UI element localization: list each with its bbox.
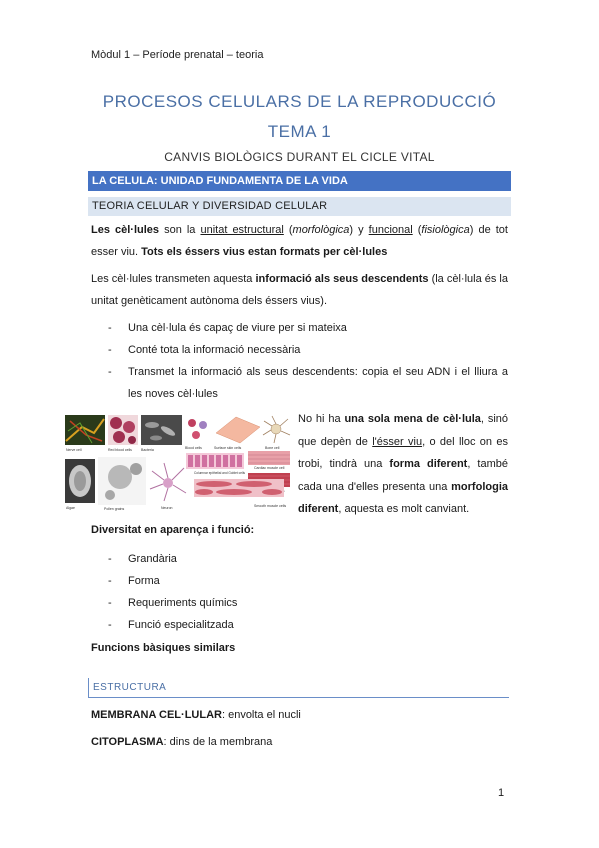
- label-surface: Surface skin cells: [214, 446, 242, 450]
- term-physiological: fisiològica: [421, 224, 470, 236]
- algae-icon: [65, 459, 95, 510]
- topic-number: TEMA 1: [267, 122, 332, 141]
- term-structural: unitat estructural: [200, 224, 284, 236]
- page-number: 1: [498, 787, 505, 799]
- section-heading-cell: LA CELULA: UNIDAD FUNDAMENTA DE LA VIDA: [88, 171, 511, 191]
- list-item: - Requeriments químics: [108, 592, 508, 614]
- term-different-morphology: morfologia diferent: [298, 480, 508, 515]
- statement-all-beings: Tots els éssers vius estan formats per cèl·lules: [141, 246, 388, 258]
- term-living-being: l'ésser viu: [372, 435, 423, 448]
- cell-properties-list: [108, 317, 508, 405]
- term-functional: funcional: [368, 224, 413, 236]
- term-single-type: una sola mena de cèl·lula: [344, 413, 481, 425]
- membrane-line: [91, 709, 301, 721]
- label-bacteria: Bacteria: [141, 448, 154, 452]
- document-title: PROCESOS CELULARS DE LA REPRODUCCIÓ: [102, 92, 497, 111]
- functions-heading: Funcions bàsiques similars: [91, 642, 236, 654]
- pollen-icon: [98, 457, 146, 511]
- label-smooth: Smooth muscle cells: [254, 504, 287, 508]
- document-subtitle: CANVIS BIOLÒGICS DURANT EL CICLE VITAL: [164, 150, 435, 164]
- term-information: informació als seus descendents: [255, 273, 429, 285]
- paragraph-transmission: [91, 268, 508, 312]
- label-algae: Algae: [66, 506, 75, 510]
- diversity-heading: Diversitat en aparença i funció:: [91, 524, 255, 536]
- structure-heading: ESTRUCTURA: [88, 678, 509, 698]
- text: , sinó que depèn de: [298, 413, 508, 448]
- label-cardiac: Cardiac muscle cell: [254, 466, 285, 470]
- list-item: - Transmet la informació als seus descendents: copia el seu ADN i el lliura a les noves cèl·lules: [108, 361, 508, 405]
- text: (: [412, 224, 422, 236]
- term-morphological: morfològica: [292, 224, 350, 236]
- cardiac-muscle-icon: [248, 451, 290, 470]
- text: (: [283, 224, 293, 236]
- text: , també cada una d'elles presenta una: [298, 458, 508, 493]
- paragraph-cell-definition: [91, 219, 508, 263]
- list-item: - Funció especialitzada: [108, 614, 508, 636]
- label-columnar: Columnar epithelial and Goblet cells: [194, 471, 246, 475]
- text: : dins de la membrana: [163, 736, 273, 748]
- text: son la: [159, 224, 201, 236]
- text: Les cèl·lules transmeten aquesta: [91, 273, 256, 285]
- epithelial-cells-icon: [186, 453, 245, 475]
- text: : envolta el nucli: [221, 709, 301, 721]
- cytoplasm-line: [91, 736, 272, 748]
- list-item: - Forma: [108, 570, 508, 592]
- paragraph-cell-diversity: [298, 408, 508, 521]
- label-pollen: Pollen grains: [104, 507, 125, 511]
- term-cytoplasm: CITOPLASMA: [91, 736, 164, 748]
- text: (la cèl·lula és la unitat genèticament autònoma dels éssers vius).: [91, 273, 508, 307]
- label-rbc: Red blood cells: [108, 448, 132, 452]
- diversity-list: [108, 548, 508, 636]
- text: , o del lloc on es trobi, tindrà una: [298, 435, 509, 470]
- list-item: - Grandària: [108, 548, 508, 570]
- term-cells: Les cèl·lules: [91, 224, 160, 236]
- text: ) y: [349, 224, 369, 236]
- subsection-heading-cell-theory: TEORIA CELULAR Y DIVERSIDAD CELULAR: [88, 197, 511, 216]
- term-membrane: MEMBRANA CEL·LULAR: [91, 709, 222, 721]
- label-bone: Bone cell: [265, 446, 280, 450]
- label-blood: Blood cells: [185, 446, 202, 450]
- list-item: - Una cèl·lula és capaç de viure per si mateixa: [108, 317, 508, 339]
- page-header: Mòdul 1 – Període prenatal – teoria: [91, 49, 264, 61]
- text: ) de tot esser viu.: [91, 224, 508, 258]
- cell-types-image: [64, 413, 292, 513]
- list-item: - Conté tota la informació necessària: [108, 339, 508, 361]
- text: , aquesta es molt canviant.: [338, 503, 470, 515]
- term-different-shape: forma diferent: [389, 458, 468, 470]
- text: No hi ha: [298, 413, 345, 425]
- label-neuron: Neuron: [161, 506, 173, 510]
- label-nerve: Nerve cell: [66, 448, 82, 452]
